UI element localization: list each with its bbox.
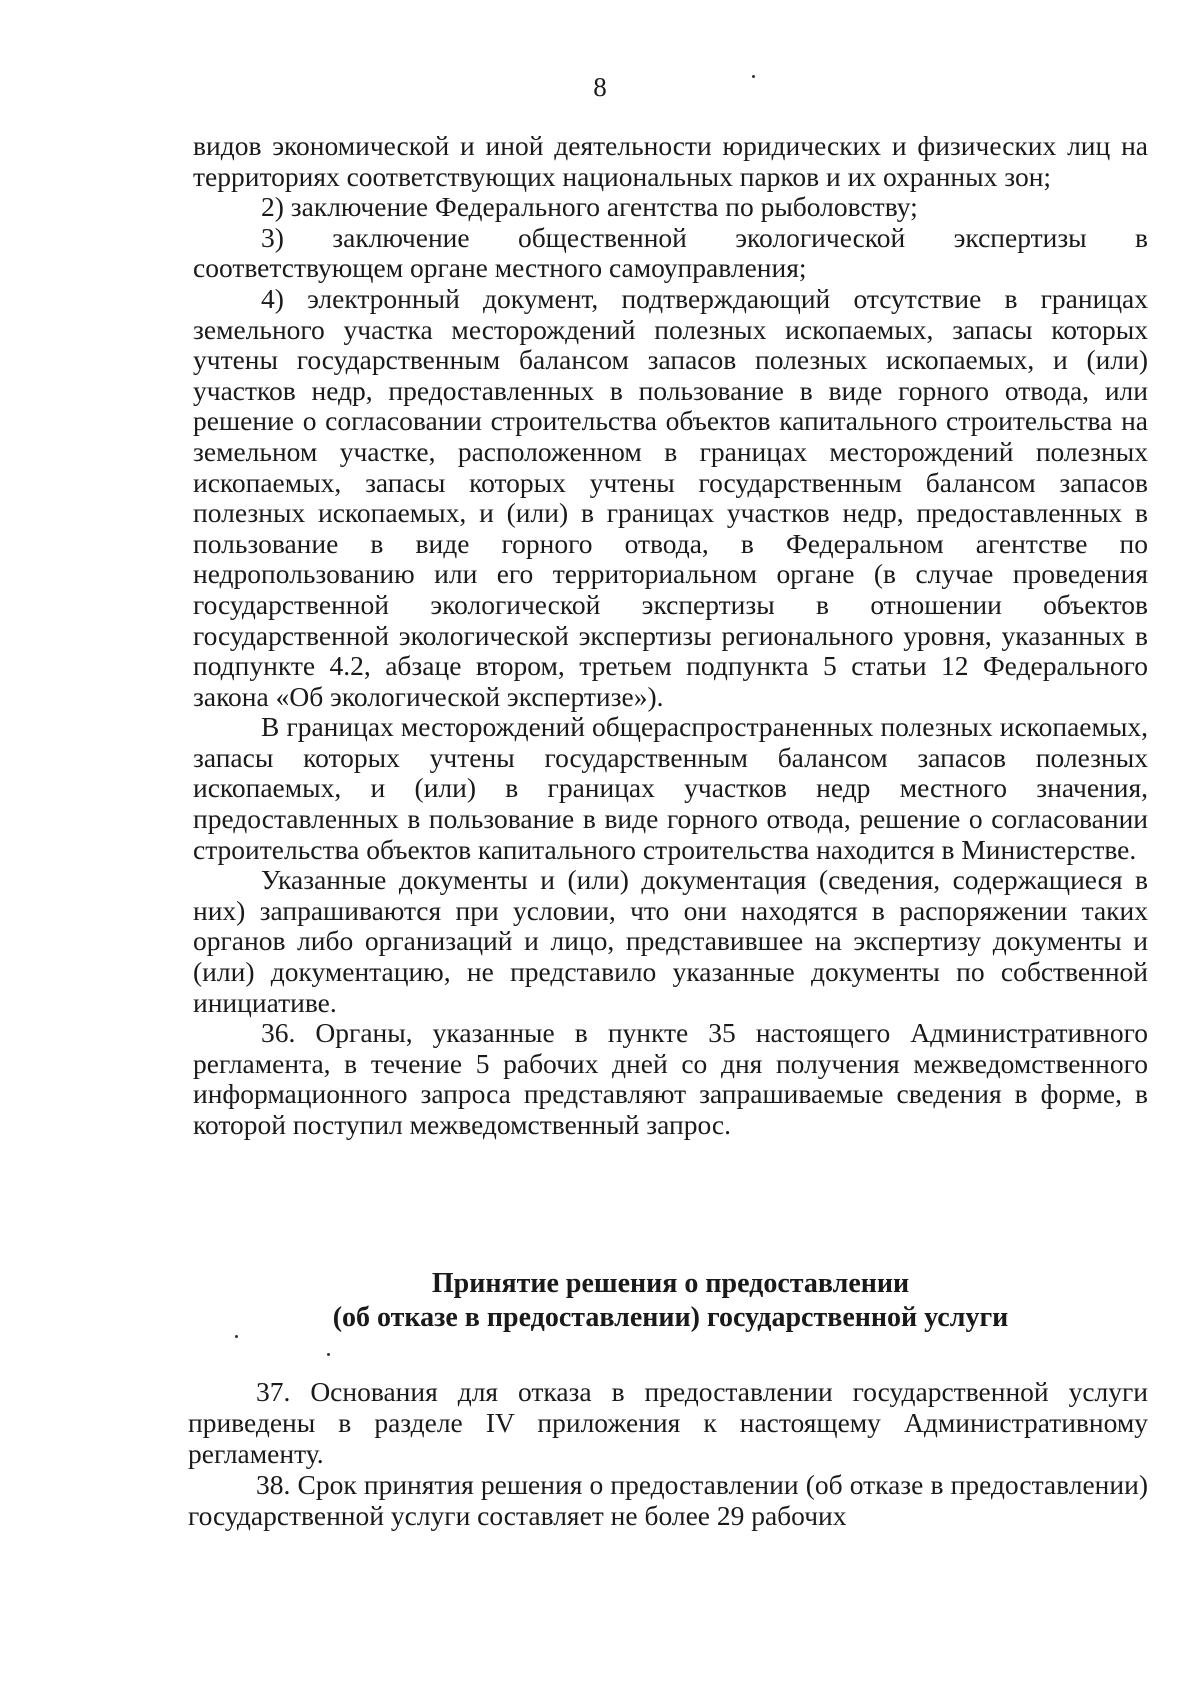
- body-text-block-2: [188, 1376, 1148, 1531]
- paragraph-item-3: 3) заключение общественной экологической экспертизы в соответствующем органе местного самоуправления;: [193, 221, 1148, 284]
- page-number: 8: [593, 72, 607, 102]
- paragraph-item-38: 38. Срок принятия решения о предоставлении (об отказе в предоставлении) государственной услуги составляет не более 29 рабочих: [188, 1469, 1148, 1531]
- paragraph-documents-requested: Указанные документы и (или) документация (сведения, содержащиеся в них) запрашиваются при условии, что они находятся в распоряжении таких органов либо организаций и лицо, представившее на экспертизу документы и (или) документацию, не представило указанные документы по собственной инициативе.: [193, 864, 1148, 1018]
- body-text-block-1: [193, 131, 1148, 1141]
- paragraph-item-37: 37. Основания для отказа в предоставлении государственной услуги приведены в разделе IV приложения к настоящему Административному регламенту.: [188, 1376, 1148, 1469]
- paragraph-item-36: 36. Органы, указанные в пункте 35 настоящего Административного регламента, в течение 5 рабочих дней со дня получения межведомственного информационного запроса представляют запрашиваемые сведения в форме, в которой поступил межведомственный запрос.: [193, 1017, 1148, 1140]
- paragraph-deposits: В границах месторождений общераспространенных полезных ископаемых, запасы которых учтены государственным балансом запасов полезных ископаемых, и (или) в границах участков недр местного значения, предоставленных в пользование в виде горного отвода, решение о согласовании строительства объектов капитального строительства находится в Министерстве.: [193, 711, 1148, 865]
- paragraph-continuation: видов экономической и иной деятельности юридических и физических лиц на территориях соответствующих национальных парков и их охранных зон;: [193, 130, 1148, 192]
- scan-speck: [327, 1353, 330, 1356]
- scan-speck: [752, 75, 755, 78]
- section-heading: [193, 1267, 1148, 1335]
- scan-speck: [235, 1335, 238, 1338]
- paragraph-item-4: 4) электронный документ, подтверждающий отсутствие в границах земельного участка месторождений полезных ископаемых, запасы которых учтены государственным балансом запасов полезных ископаемых, и (или) участков недр, предоставленных в пользование в виде горного отвода, или решение о согласовании строительства объектов капитального строительства на земельном участке, расположенном в границах месторождений полезных ископаемых, запасы которых учтены государственным балансом запасов полезных ископаемых, и (или) в границах участков недр, предоставленных в пользование в виде горного отвода, в Федеральном агентстве по недропользованию или его территориальном органе (в случае проведения государственной экологической экспертизы в отношении объектов государственной экологической экспертизы регионального уровня, указанных в подпункте 4.2, абзаце втором, третьем подпункта 5 статьи 12 Федерального закона «Об экологической экспертизе»).: [193, 282, 1148, 712]
- paragraph-item-2: 2) заключение Федерального агентства по рыболовству;: [261, 191, 918, 223]
- section-heading-line-1: Принятие решения о предоставлении: [431, 1268, 910, 1299]
- section-heading-line-2: (об отказе в предоставлении) государственной услуги: [332, 1302, 1009, 1333]
